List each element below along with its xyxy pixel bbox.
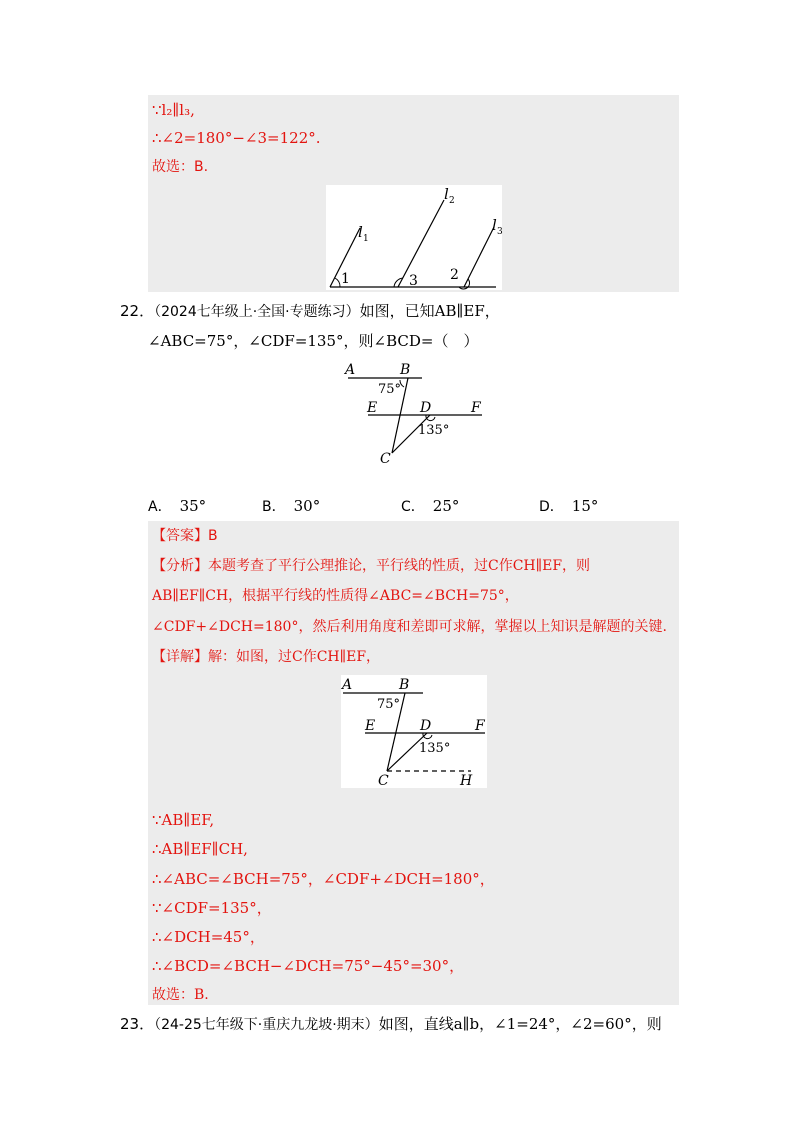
fig2-label-E: E xyxy=(365,718,376,734)
fig-label-C: C xyxy=(380,451,391,467)
detail-line: 【详解】解：如图，过C作CH∥EF， xyxy=(152,649,381,665)
fig2-label-C: C xyxy=(378,773,389,789)
q22-header xyxy=(120,301,500,322)
fig-angle-135: 135° xyxy=(418,423,450,438)
answer-tag: 【答案】 xyxy=(152,528,208,544)
label-angle3: 3 xyxy=(409,273,418,289)
q22-stem-line2: ∠ABC=75°，∠CDF=135°，则∠BCD=（ ） xyxy=(148,332,479,350)
step-6: ∴∠BCD=∠BCH−∠DCH=75°−45°=30°， xyxy=(152,957,465,975)
q23-stem: 如图，直线a∥b，∠1=24°，∠2=60°，则 xyxy=(378,1015,662,1033)
q22-number: 22． xyxy=(120,302,155,320)
q22-source: （2024七年级上·全国·专题练习） xyxy=(154,304,360,320)
detail-tag: 【详解】 xyxy=(152,649,208,665)
fig2-label-H: H xyxy=(460,773,473,789)
step-5: ∴∠DCH=45°， xyxy=(152,928,265,946)
label-l1: l xyxy=(358,223,363,241)
fig-label-B: B xyxy=(400,362,411,378)
fig-label-E: E xyxy=(367,400,378,416)
fig2-label-D: D xyxy=(420,718,432,734)
step-4: ∵∠CDF=135°， xyxy=(152,899,272,917)
label-l1-sub: 1 xyxy=(363,234,369,244)
analysis-tag: 【分析】 xyxy=(152,558,208,574)
top-solution-choice: 故选：B. xyxy=(152,159,209,175)
answer-line xyxy=(152,526,218,546)
q23-source: （24-25七年级下·重庆九龙坡·期末） xyxy=(154,1017,379,1033)
fig-label-F: F xyxy=(471,400,481,416)
fig-label-A: A xyxy=(345,362,356,378)
label-angle1: 1 xyxy=(341,271,350,287)
q23-number: 23． xyxy=(120,1015,155,1033)
step-2: ∴AB∥EF∥CH, xyxy=(152,840,248,858)
q22-figure xyxy=(342,360,487,468)
step-3: ∴∠ABC=∠BCH=75°，∠CDF+∠DCH=180°， xyxy=(152,870,495,888)
q23-header xyxy=(120,1014,662,1035)
fig2-angle-75: 75° xyxy=(377,697,401,712)
analysis-line3: ∠CDF+∠DCH=180°，然后利用角度和差即可求解，掌握以上知识是解题的关键. xyxy=(152,619,667,635)
option-c[interactable]: C． 25° xyxy=(401,497,460,515)
top-solution-line2: ∴∠2=180°−∠3=122°. xyxy=(152,129,321,147)
fig2-angle-135: 135° xyxy=(419,741,451,756)
top-solution-line1: ∵l₂∥l₃, xyxy=(152,101,195,119)
fig-label-D: D xyxy=(420,400,432,416)
label-l3-sub: 3 xyxy=(497,227,503,237)
label-angle2: 2 xyxy=(450,267,459,283)
step-1: ∵AB∥EF, xyxy=(152,811,215,829)
fig2-label-A: A xyxy=(342,677,353,693)
step-7: 故选：B. xyxy=(152,987,209,1003)
answer-value: B xyxy=(208,528,218,544)
q22-solution-figure xyxy=(341,675,487,788)
label-l2-sub: 2 xyxy=(449,196,455,206)
parallel-lines-figure xyxy=(326,185,502,290)
q22-stem: 如图，已知AB∥EF， xyxy=(359,302,500,320)
option-d[interactable]: D． 15° xyxy=(539,497,599,515)
label-l3: l xyxy=(492,216,497,234)
analysis-line1: 【分析】本题考查了平行公理推论，平行线的性质，过C作CH∥EF，则 xyxy=(152,558,591,574)
fig2-label-F: F xyxy=(475,718,485,734)
option-b[interactable]: B． 30° xyxy=(262,497,321,515)
option-a[interactable]: A． 35° xyxy=(148,497,207,515)
label-l2: l xyxy=(444,185,449,203)
fig-angle-75: 75° xyxy=(378,382,402,397)
fig2-label-B: B xyxy=(399,677,410,693)
analysis-line2: AB∥EF∥CH，根据平行线的性质得∠ABC=∠BCH=75°， xyxy=(152,588,519,604)
